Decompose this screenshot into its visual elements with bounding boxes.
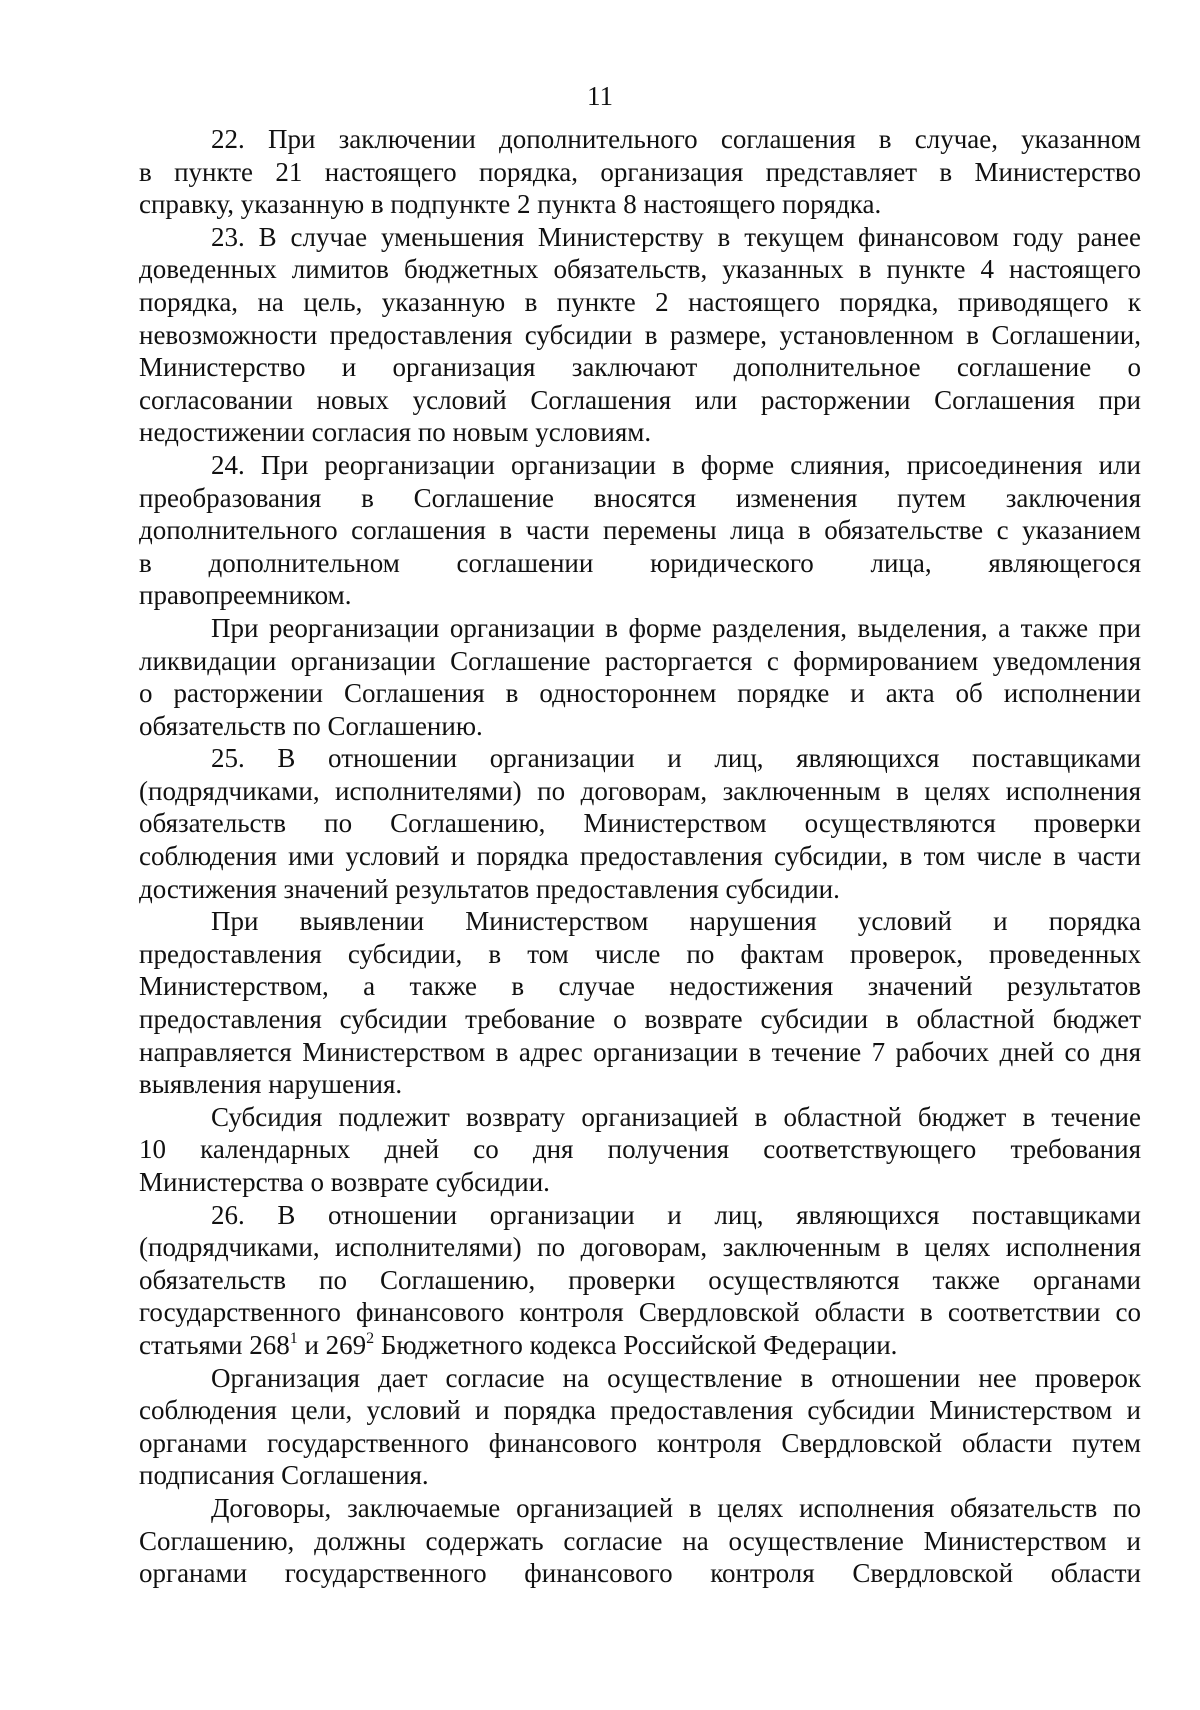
paragraph-26-consent bbox=[139, 1362, 1141, 1492]
text-line: При выявлении Министерством нарушения условий и порядка bbox=[211, 906, 1141, 937]
text-line: соблюдения ими условий и порядка предоставления субсидии, в том числе в части bbox=[139, 841, 1141, 872]
text-line: дополнительного соглашения в части перемены лица в обязательстве с указанием bbox=[139, 515, 1141, 546]
statute-text-after: Бюджетного кодекса Российской Федерации. bbox=[374, 1329, 898, 1360]
text-line: 25. В отношении организации и лиц, являющихся поставщиками bbox=[211, 743, 1141, 774]
text-line: направляется Министерством в адрес организации в течение 7 рабочих дней со дня bbox=[139, 1036, 1141, 1067]
text-line: 26. В отношении организации и лиц, являющихся поставщиками bbox=[211, 1199, 1141, 1230]
text-line: в дополнительном соглашении юридического лица, являющегося bbox=[139, 547, 1141, 578]
statute-reference-line bbox=[139, 1329, 1141, 1362]
text-line: ликвидации организации Соглашение расторгается с формированием уведомления bbox=[139, 645, 1141, 676]
text-line: 23. В случае уменьшения Министерству в текущем финансовом году ранее bbox=[211, 221, 1141, 252]
text-line: (подрядчиками, исполнителями) по договорам, заключенным в целях исполнения bbox=[139, 1232, 1141, 1263]
text-line: органами государственного финансового контроля Свердловской области путем bbox=[139, 1427, 1141, 1458]
text-line: недостижении согласия по новым условиям. bbox=[139, 417, 652, 448]
text-line: справку, указанную в подпункте 2 пункта 8 настоящего порядка. bbox=[139, 189, 882, 220]
text-line: 10 календарных дней со дня получения соответствующего требования bbox=[139, 1134, 1141, 1165]
paragraph-26-contracts bbox=[139, 1492, 1141, 1590]
text-line: государственного финансового контроля Свердловской области в соответствии со bbox=[139, 1297, 1141, 1328]
text-line: Соглашению, должны содержать согласие на осуществление Министерством и bbox=[139, 1525, 1141, 1556]
text-line: Министерства о возврате субсидии. bbox=[139, 1167, 550, 1197]
text-line: в пункте 21 настоящего порядка, организация представляет в Министерство bbox=[139, 156, 1141, 187]
text-line: обязательств по Соглашению. bbox=[139, 710, 483, 741]
text-line: невозможности предоставления субсидии в размере, установленном в Соглашении, bbox=[139, 319, 1141, 350]
paragraph-24-reorganization bbox=[139, 612, 1141, 742]
text-line: о расторжении Соглашения в одностороннем порядке и акта об исполнении bbox=[139, 678, 1141, 709]
text-line: обязательств по Соглашению, проверки осуществляются также органами bbox=[139, 1264, 1141, 1295]
text-line: порядка, на цель, указанную в пункте 2 настоящего порядка, приводящего к bbox=[139, 286, 1141, 317]
paragraph-24 bbox=[139, 449, 1141, 612]
paragraph-23 bbox=[139, 221, 1141, 449]
text-line: подписания Соглашения. bbox=[139, 1460, 429, 1491]
text-line: предоставления субсидии, в том числе по фактам проверок, проведенных bbox=[139, 938, 1141, 969]
text-line: Министерством, а также в случае недостижения значений результатов bbox=[139, 971, 1141, 1002]
text-line: Министерство и организация заключают дополнительное соглашение о bbox=[139, 352, 1141, 383]
text-line: соблюдения цели, условий и порядка предоставления субсидии Министерством и bbox=[139, 1395, 1141, 1426]
text-line: Субсидия подлежит возврату организацией в областной бюджет в течение bbox=[211, 1101, 1141, 1132]
text-line: правопреемником. bbox=[139, 580, 352, 611]
text-line: выявления нарушения. bbox=[139, 1069, 403, 1100]
statute-text-before: статьями 268 bbox=[139, 1329, 290, 1360]
paragraph-25-refund bbox=[139, 1101, 1141, 1199]
text-line: При реорганизации организации в форме разделения, выделения, а также при bbox=[211, 612, 1141, 643]
statute-text-middle: и 269 bbox=[297, 1329, 367, 1360]
text-line: достижения значений результатов предоставления субсидии. bbox=[139, 873, 840, 904]
text-line: согласовании новых условий Соглашения или расторжении Соглашения при bbox=[139, 384, 1141, 415]
text-line: 24. При реорганизации организации в форме слияния, присоединения или bbox=[211, 449, 1141, 480]
text-line: предоставления субсидии требование о возврате субсидии в областной бюджет bbox=[139, 1004, 1141, 1035]
text-line: (подрядчиками, исполнителями) по договорам, заключенным в целях исполнения bbox=[139, 775, 1141, 806]
superscript-1: 1 bbox=[289, 1329, 298, 1347]
document-body bbox=[139, 123, 1141, 1590]
text-line: обязательств по Соглашению, Министерством осуществляются проверки bbox=[139, 808, 1141, 839]
text-line: преобразования в Соглашение вносятся изменения путем заключения bbox=[139, 482, 1141, 513]
paragraph-25-violations bbox=[139, 905, 1141, 1101]
superscript-2: 2 bbox=[366, 1329, 375, 1347]
text-line: органами государственного финансового контроля Свердловской области bbox=[139, 1558, 1141, 1589]
text-line: Организация дает согласие на осуществление в отношении нее проверок bbox=[211, 1362, 1141, 1393]
paragraph-26 bbox=[139, 1199, 1141, 1362]
text-line: доведенных лимитов бюджетных обязательств, указанных в пункте 4 настоящего bbox=[139, 254, 1141, 285]
page-number: 11 bbox=[587, 81, 613, 111]
paragraph-25 bbox=[139, 742, 1141, 905]
text-line: 22. При заключении дополнительного соглашения в случае, указанном bbox=[211, 124, 1141, 154]
paragraph-22 bbox=[139, 123, 1141, 221]
text-line: Договоры, заключаемые организацией в целях исполнения обязательств по bbox=[211, 1492, 1141, 1523]
